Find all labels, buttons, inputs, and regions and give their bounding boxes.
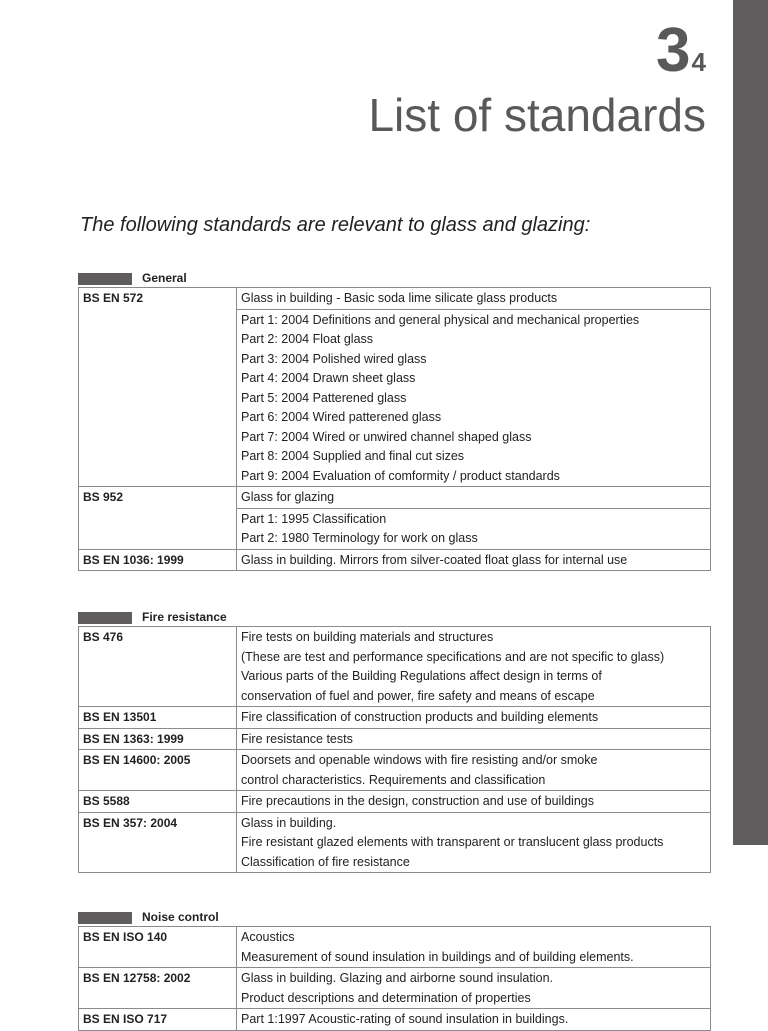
standards-table (78, 926, 711, 1031)
description-line: conservation of fuel and power, fire safety and means of escape (241, 688, 595, 703)
standard-description (237, 627, 711, 707)
chapter-number (656, 16, 706, 85)
standard-code: BS EN 1363: 1999 (79, 728, 237, 750)
standard-code: BS EN 12758: 2002 (79, 968, 237, 1009)
description-line: Part 7: 2004 Wired or unwired channel shaped glass (241, 429, 532, 444)
section-label: Noise control (142, 910, 219, 924)
table-row (79, 812, 711, 873)
table-row (79, 549, 711, 571)
side-tab-bar (733, 0, 768, 845)
description-line: Glass in building. (241, 815, 337, 830)
description-line: Part 4: 2004 Drawn sheet glass (241, 371, 416, 385)
standard-code: BS 476 (79, 627, 237, 707)
standard-description (237, 791, 711, 813)
description-line: Part 2: 2004 Float glass (241, 332, 374, 346)
page-title: List of standards (368, 89, 706, 141)
chapter-main-number: 3 (656, 16, 690, 85)
standards-table (78, 626, 711, 873)
section-header (78, 610, 710, 626)
section-fire-resistance (78, 610, 710, 873)
description-line: Fire classification of construction products and building elements (241, 710, 599, 724)
description-line: Part 8: 2004 Supplied and final cut sizes (241, 449, 465, 463)
standard-code: BS EN ISO 140 (79, 927, 237, 968)
table-row (79, 728, 711, 750)
standard-description (237, 812, 711, 873)
section-general (78, 271, 710, 571)
section-header (78, 910, 710, 926)
description-line: Part 1:1997 Acoustic-rating of sound insulation in buildings. (241, 1012, 569, 1026)
intro-text: The following standards are relevant to glass and glazing: (80, 214, 591, 236)
description-line: control characteristics. Requirements and classification (241, 772, 546, 787)
table-row (79, 968, 711, 1009)
description-line: Fire precautions in the design, construction and use of buildings (241, 794, 594, 808)
standard-description (237, 508, 711, 549)
description-line: Part 3: 2004 Polished wired glass (241, 351, 427, 366)
standard-code: BS 5588 (79, 791, 237, 813)
chapter-sub-number: 4 (691, 47, 706, 77)
section-marker (78, 612, 132, 624)
standard-description (237, 309, 711, 487)
description-line: Classification of fire resistance (241, 854, 410, 869)
description-line: Fire resistant glazed elements with transparent or translucent glass products (241, 835, 664, 849)
standard-code: BS EN ISO 717 (79, 1009, 237, 1031)
standard-description (237, 927, 711, 968)
table-row (79, 707, 711, 729)
description-line: Fire resistance tests (241, 731, 353, 746)
description-line: Part 9: 2004 Evaluation of comformity / product standards (241, 468, 560, 483)
table-row (79, 1009, 711, 1031)
standard-code: BS EN 1036: 1999 (79, 549, 237, 571)
description-line: Glass in building - Basic soda lime silicate glass products (241, 291, 558, 305)
standard-description (237, 968, 711, 1009)
description-line: Part 2: 1980 Terminology for work on glass (241, 531, 478, 545)
table-row (79, 627, 711, 707)
standard-code: BS EN 14600: 2005 (79, 750, 237, 791)
standard-code: BS 952 (79, 487, 237, 550)
standard-description (237, 728, 711, 750)
description-line: Glass for glazing (241, 490, 335, 504)
description-line: Part 1: 1995 Classification (241, 511, 387, 526)
table-row (79, 750, 711, 791)
standard-description (237, 288, 711, 310)
standards-table (78, 287, 711, 571)
section-marker (78, 912, 132, 924)
description-line: Fire tests on building materials and structures (241, 630, 494, 644)
table-row (79, 487, 711, 509)
description-line: Doorsets and openable windows with fire resisting and/or smoke (241, 753, 598, 767)
description-line: Glass in building. Mirrors from silver-coated float glass for internal use (241, 552, 628, 567)
description-line: (These are test and performance specifications and are not specific to glass) (241, 649, 665, 664)
description-line: Acoustics (241, 930, 295, 944)
description-line: Measurement of sound insulation in buildings and of building elements. (241, 949, 634, 964)
description-line: Part 6: 2004 Wired patterened glass (241, 410, 442, 424)
description-line: Part 1: 2004 Definitions and general physical and mechanical properties (241, 312, 640, 327)
standard-code: BS EN 13501 (79, 707, 237, 729)
standard-description (237, 750, 711, 791)
standard-description (237, 1009, 711, 1031)
description-line: Part 5: 2004 Patterened glass (241, 390, 407, 405)
standard-code: BS EN 572 (79, 288, 237, 487)
table-row (79, 927, 711, 968)
table-row (79, 791, 711, 813)
standard-description (237, 549, 711, 571)
standard-description (237, 487, 711, 509)
section-header (78, 271, 710, 287)
section-noise-control (78, 910, 710, 1031)
section-label: General (142, 271, 187, 285)
table-row (79, 288, 711, 310)
description-line: Product descriptions and determination of properties (241, 990, 531, 1005)
section-label: Fire resistance (142, 610, 227, 624)
standard-description (237, 707, 711, 729)
section-marker (78, 273, 132, 285)
description-line: Glass in building. Glazing and airborne sound insulation. (241, 971, 553, 985)
standard-code: BS EN 357: 2004 (79, 812, 237, 873)
description-line: Various parts of the Building Regulations affect design in terms of (241, 669, 602, 683)
